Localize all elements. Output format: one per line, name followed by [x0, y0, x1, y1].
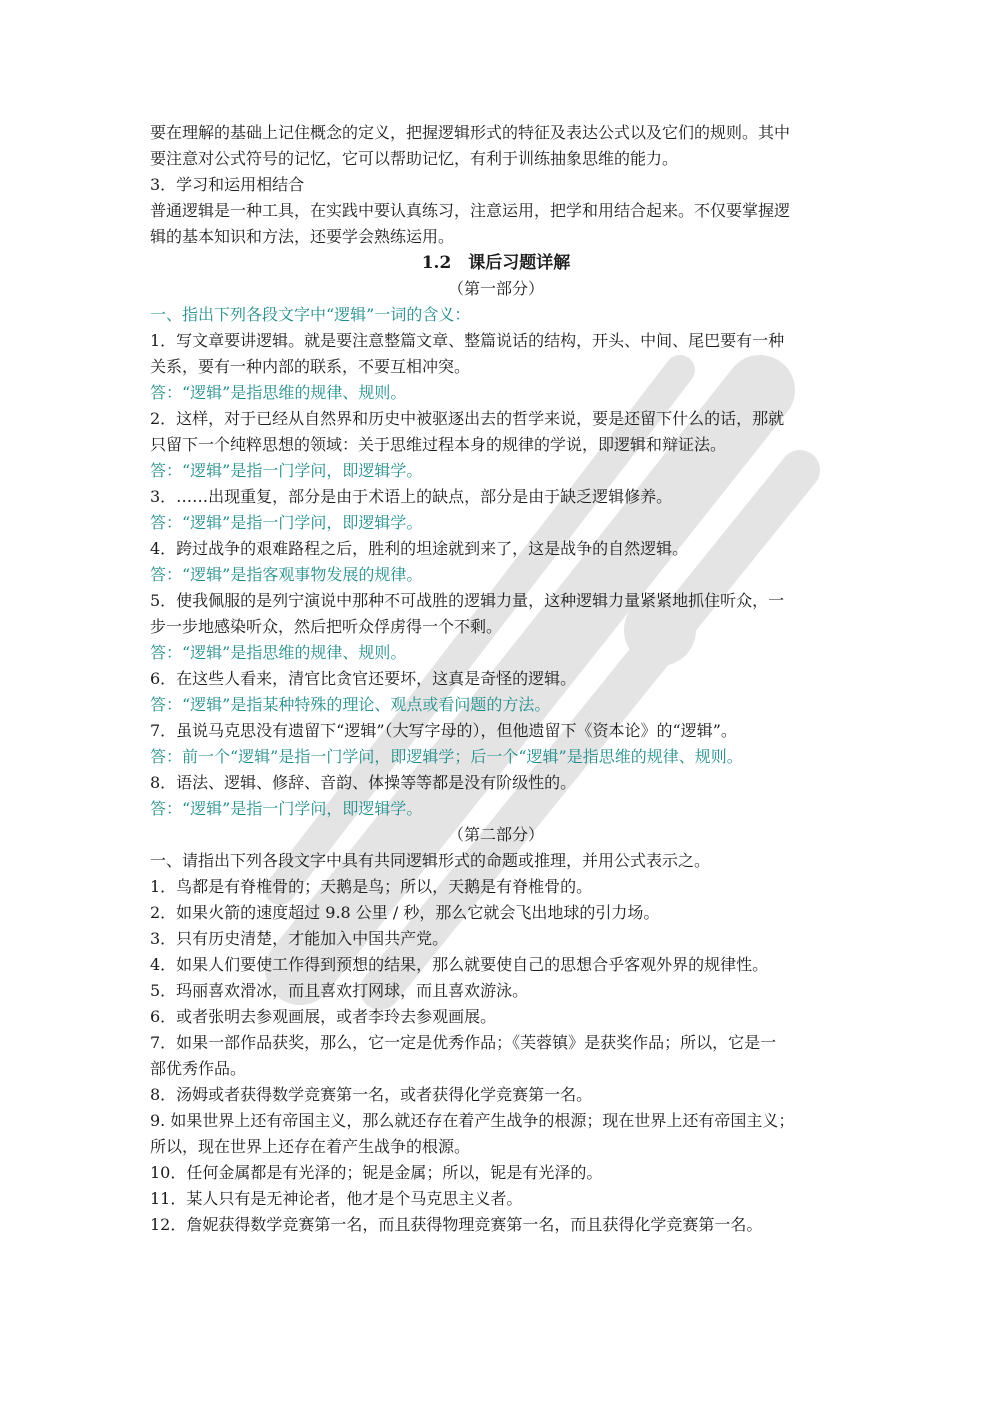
q7: 7．虽说马克思没有遗留下“逻辑”（大写字母的），但他遗留下《资本论》的“逻辑”。 [150, 721, 737, 740]
intro-item-3-title: 3．学习和运用相结合 [150, 175, 305, 194]
q8: 8．语法、逻辑、修辞、音韵、体操等等都是没有阶级性的。 [150, 773, 577, 792]
part-2-question: 一、请指出下列各段文字中具有共同逻辑形式的命题或推理，并用公式表示之。 [150, 851, 711, 870]
q5-line-1: 5．使我佩服的是列宁演说中那种不可战胜的逻辑力量，这种逻辑力量紧紧地抓住听众，一 [150, 591, 785, 610]
q5-line-2: 步一步地感染听众，然后把听众俘虏得一个不剩。 [150, 617, 503, 636]
answer-6: 答：“逻辑”是指某种特殊的理论、观点或看问题的方法。 [150, 695, 551, 714]
item-4: 4．如果人们要使工作得到预想的结果，那么就要使自己的思想合乎客观外界的规律性。 [150, 955, 769, 974]
answer-4: 答：“逻辑”是指客观事物发展的规律。 [150, 565, 423, 584]
intro-item-3-line-1: 普通逻辑是一种工具，在实践中要认真练习，注意运用，把学和用结合起来。不仅要掌握逻 [150, 201, 791, 220]
item-6: 6．或者张明去参观画展，或者李玲去参观画展。 [150, 1007, 497, 1026]
item-9-line-1: 9. 如果世界上还有帝国主义，那么就还存在着产生战争的根源；现在世界上还有帝国主义； [150, 1111, 795, 1130]
item-9-line-2: 所以，现在世界上还存在着产生战争的根源。 [150, 1137, 471, 1156]
part-1-question: 一、指出下列各段文字中“逻辑”一词的含义： [150, 305, 471, 324]
answer-5: 答：“逻辑”是指思维的规律、规则。 [150, 643, 407, 662]
item-5: 5．玛丽喜欢滑冰，而且喜欢打网球，而且喜欢游泳。 [150, 981, 529, 1000]
item-7-line-2: 部优秀作品。 [150, 1059, 247, 1078]
q1-line-1: 1．写文章要讲逻辑。就是要注意整篇文章、整篇说话的结构，开头、中间、尾巴要有一种 [150, 331, 785, 350]
answer-2: 答：“逻辑”是指一门学问，即逻辑学。 [150, 461, 423, 480]
intro-line-1: 要在理解的基础上记住概念的定义，把握逻辑形式的特征及表达公式以及它们的规则。其中 [150, 123, 791, 142]
item-1: 1．鸟都是有脊椎骨的；天鹅是鸟；所以，天鹅是有脊椎骨的。 [150, 877, 593, 896]
answer-7: 答：前一个“逻辑”是指一门学问，即逻辑学；后一个“逻辑”是指思维的规律、规则。 [150, 747, 743, 766]
answer-8: 答：“逻辑”是指一门学问，即逻辑学。 [150, 799, 423, 818]
section-title: 1.2 课后习题详解 [421, 253, 571, 273]
intro-line-2: 要注意对公式符号的记忆，它可以帮助记忆，有利于训练抽象思维的能力。 [150, 149, 679, 168]
item-11: 11．某人只有是无神论者，他才是个马克思主义者。 [150, 1189, 523, 1208]
item-10: 10．任何金属都是有光泽的；铌是金属；所以，铌是有光泽的。 [150, 1163, 603, 1182]
q1-line-2: 关系，要有一种内部的联系，不要互相冲突。 [150, 357, 471, 376]
answer-1: 答：“逻辑”是指思维的规律、规则。 [150, 383, 407, 402]
q4: 4．跨过战争的艰难路程之后，胜利的坦途就到来了，这是战争的自然逻辑。 [150, 539, 689, 558]
item-12: 12．詹妮获得数学竞赛第一名，而且获得物理竞赛第一名，而且获得化学竞赛第一名。 [150, 1215, 763, 1234]
part-1-label: （第一部分） [447, 279, 544, 298]
q3: 3．……出现重复，部分是由于术语上的缺点，部分是由于缺乏逻辑修养。 [150, 487, 673, 506]
item-8: 8．汤姆或者获得数学竞赛第一名，或者获得化学竞赛第一名。 [150, 1085, 593, 1104]
q6: 6．在这些人看来，清官比贪官还要坏，这真是奇怪的逻辑。 [150, 669, 577, 688]
intro-item-3-line-2: 辑的基本知识和方法，还要学会熟练运用。 [150, 227, 455, 246]
q2-line-1: 2．这样，对于已经从自然界和历史中被驱逐出去的哲学来说，要是还留下什么的话，那就 [150, 409, 785, 428]
item-7-line-1: 7．如果一部作品获奖，那么，它一定是优秀作品；《芙蓉镇》是获奖作品；所以，它是一 [150, 1033, 777, 1052]
q2-line-2: 只留下一个纯粹思想的领域：关于思维过程本身的规律的学说，即逻辑和辩证法。 [150, 435, 727, 454]
item-3: 3．只有历史清楚，才能加入中国共产党。 [150, 929, 449, 948]
part-2-label: （第二部分） [447, 825, 544, 844]
answer-3: 答：“逻辑”是指一门学问，即逻辑学。 [150, 513, 423, 532]
item-2: 2．如果火箭的速度超过 9.8 公里 / 秒，那么它就会飞出地球的引力场。 [150, 903, 660, 922]
